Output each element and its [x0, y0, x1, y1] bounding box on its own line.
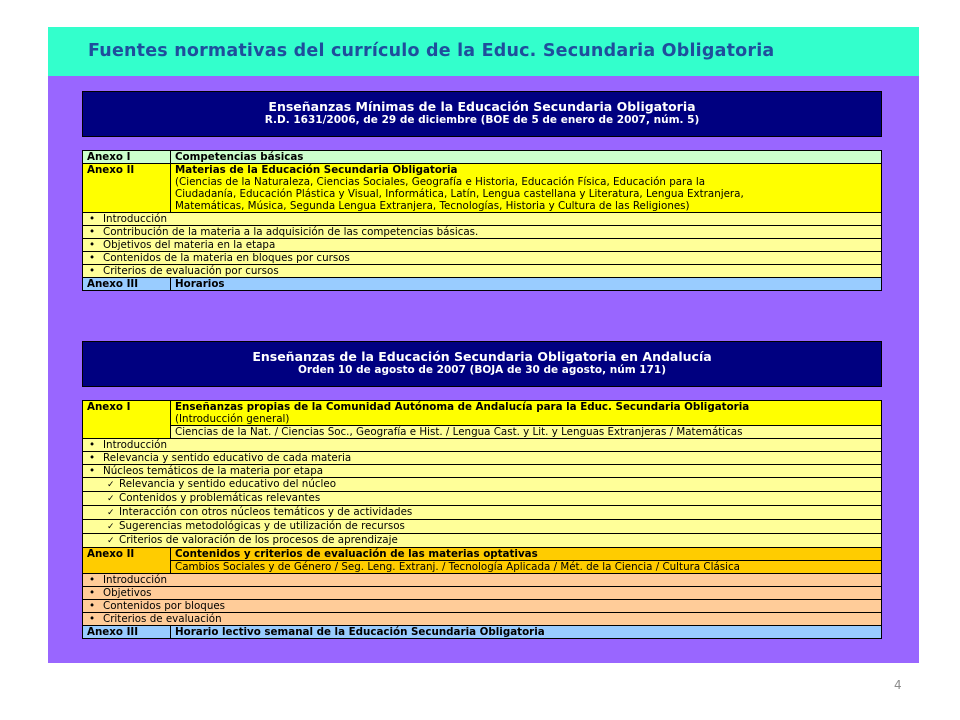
- section1-header-subtitle: R.D. 1631/2006, de 29 de diciembre (BOE de 5 de enero de 2007, núm. 5): [264, 114, 700, 126]
- list-item: [83, 252, 882, 265]
- annex-value: [171, 164, 882, 213]
- bullet-item: • Criterios de evaluación por cursos: [83, 265, 882, 278]
- annex-subtitle: (Introducción general): [175, 413, 290, 425]
- table-row: [83, 561, 882, 574]
- table-row: [83, 548, 882, 561]
- slide: [48, 27, 919, 663]
- bullet-item: • Contenidos de la materia en bloques por cursos: [83, 252, 882, 265]
- table-row: [83, 278, 882, 291]
- bullet-item: • Objetivos del materia en la etapa: [83, 239, 882, 252]
- bullet-item: • Contribución de la materia a la adquisición de las competencias básicas.: [83, 226, 882, 239]
- table-row: [83, 151, 882, 164]
- check-item: ✓ Criterios de valoración de los procesos de aprendizaje: [83, 534, 882, 548]
- bullet-item: • Introducción: [83, 439, 882, 452]
- table-row: [83, 626, 882, 639]
- bullet-item: • Criterios de evaluación: [83, 613, 882, 626]
- slide-title: Fuentes normativas del currículo de la Educ. Secundaria Obligatoria: [48, 27, 919, 76]
- list-item: [83, 520, 882, 534]
- section2-table: [82, 400, 882, 639]
- list-item: [83, 213, 882, 226]
- section1-header-title: Enseñanzas Mínimas de la Educación Secundaria Obligatoria: [268, 99, 696, 114]
- annex-key: Anexo I: [83, 151, 171, 164]
- table-row: [83, 164, 882, 213]
- annex-subjects: Cambios Sociales y de Género / Seg. Leng. Extranj. / Tecnología Aplicada / Mét. de la Ciencia / Cultura Clásica: [171, 561, 882, 574]
- list-item: [83, 452, 882, 465]
- annex-subjects-line: (Ciencias de la Naturaleza, Ciencias Sociales, Geografía e Historia, Educación Física, Educación para la: [175, 176, 706, 188]
- list-item: [83, 600, 882, 613]
- list-item: [83, 492, 882, 506]
- list-item: [83, 439, 882, 452]
- table-row: [83, 426, 882, 439]
- check-item: ✓ Relevancia y sentido educativo del núcleo: [83, 478, 882, 492]
- bullet-item: • Núcleos temáticos de la materia por etapa: [83, 465, 882, 478]
- check-item: ✓ Interacción con otros núcleos temáticos y de actividades: [83, 506, 882, 520]
- annex-title: Contenidos y criterios de evaluación de las materias optativas: [171, 548, 882, 561]
- annex-value: Horario lectivo semanal de la Educación Secundaria Obligatoria: [171, 626, 882, 639]
- bullet-item: • Relevancia y sentido educativo de cada materia: [83, 452, 882, 465]
- annex-key: Anexo I: [83, 401, 171, 439]
- annex-title: Materias de la Educación Secundaria Obligatoria: [175, 164, 458, 176]
- list-item: [83, 506, 882, 520]
- section1-header: [82, 91, 882, 137]
- annex-value: Horarios: [171, 278, 882, 291]
- bullet-item: • Contenidos por bloques: [83, 600, 882, 613]
- table-row: [83, 401, 882, 426]
- list-item: [83, 534, 882, 548]
- list-item: [83, 239, 882, 252]
- annex-subjects: Ciencias de la Nat. / Ciencias Soc., Geografía e Hist. / Lengua Cast. y Lit. y Lenguas Extranjeras / Matemáticas: [171, 426, 882, 439]
- list-item: [83, 613, 882, 626]
- list-item: [83, 478, 882, 492]
- check-item: ✓ Contenidos y problemáticas relevantes: [83, 492, 882, 506]
- list-item: [83, 265, 882, 278]
- list-item: [83, 587, 882, 600]
- list-item: [83, 465, 882, 478]
- annex-key: Anexo III: [83, 626, 171, 639]
- section2-header-title: Enseñanzas de la Educación Secundaria Obligatoria en Andalucía: [252, 349, 712, 364]
- annex-key: Anexo II: [83, 548, 171, 574]
- page-number: 4: [894, 678, 902, 692]
- bullet-item: • Introducción: [83, 213, 882, 226]
- list-item: [83, 574, 882, 587]
- list-item: [83, 226, 882, 239]
- annex-subjects-line: Ciudadanía, Educación Plástica y Visual, Informática, Latín, Lengua castellana y Literatura, Lengua Extranjera,: [175, 188, 744, 200]
- annex-value: Competencias básicas: [171, 151, 882, 164]
- bullet-item: • Introducción: [83, 574, 882, 587]
- annex-key: Anexo III: [83, 278, 171, 291]
- section2-header: [82, 341, 882, 387]
- annex-key: Anexo II: [83, 164, 171, 213]
- bullet-item: • Objetivos: [83, 587, 882, 600]
- section2-header-subtitle: Orden 10 de agosto de 2007 (BOJA de 30 de agosto, núm 171): [297, 364, 667, 376]
- annex-subjects-line: Matemáticas, Música, Segunda Lengua Extranjera, Tecnologías, Historia y Cultura de las Religiones): [175, 200, 690, 212]
- section1-table: [82, 150, 882, 291]
- check-item: ✓ Sugerencias metodológicas y de utilización de recursos: [83, 520, 882, 534]
- annex-title: Enseñanzas propias de la Comunidad Autónoma de Andalucía para la Educ. Secundaria Obligatoria: [175, 401, 750, 413]
- annex-value: [171, 401, 882, 426]
